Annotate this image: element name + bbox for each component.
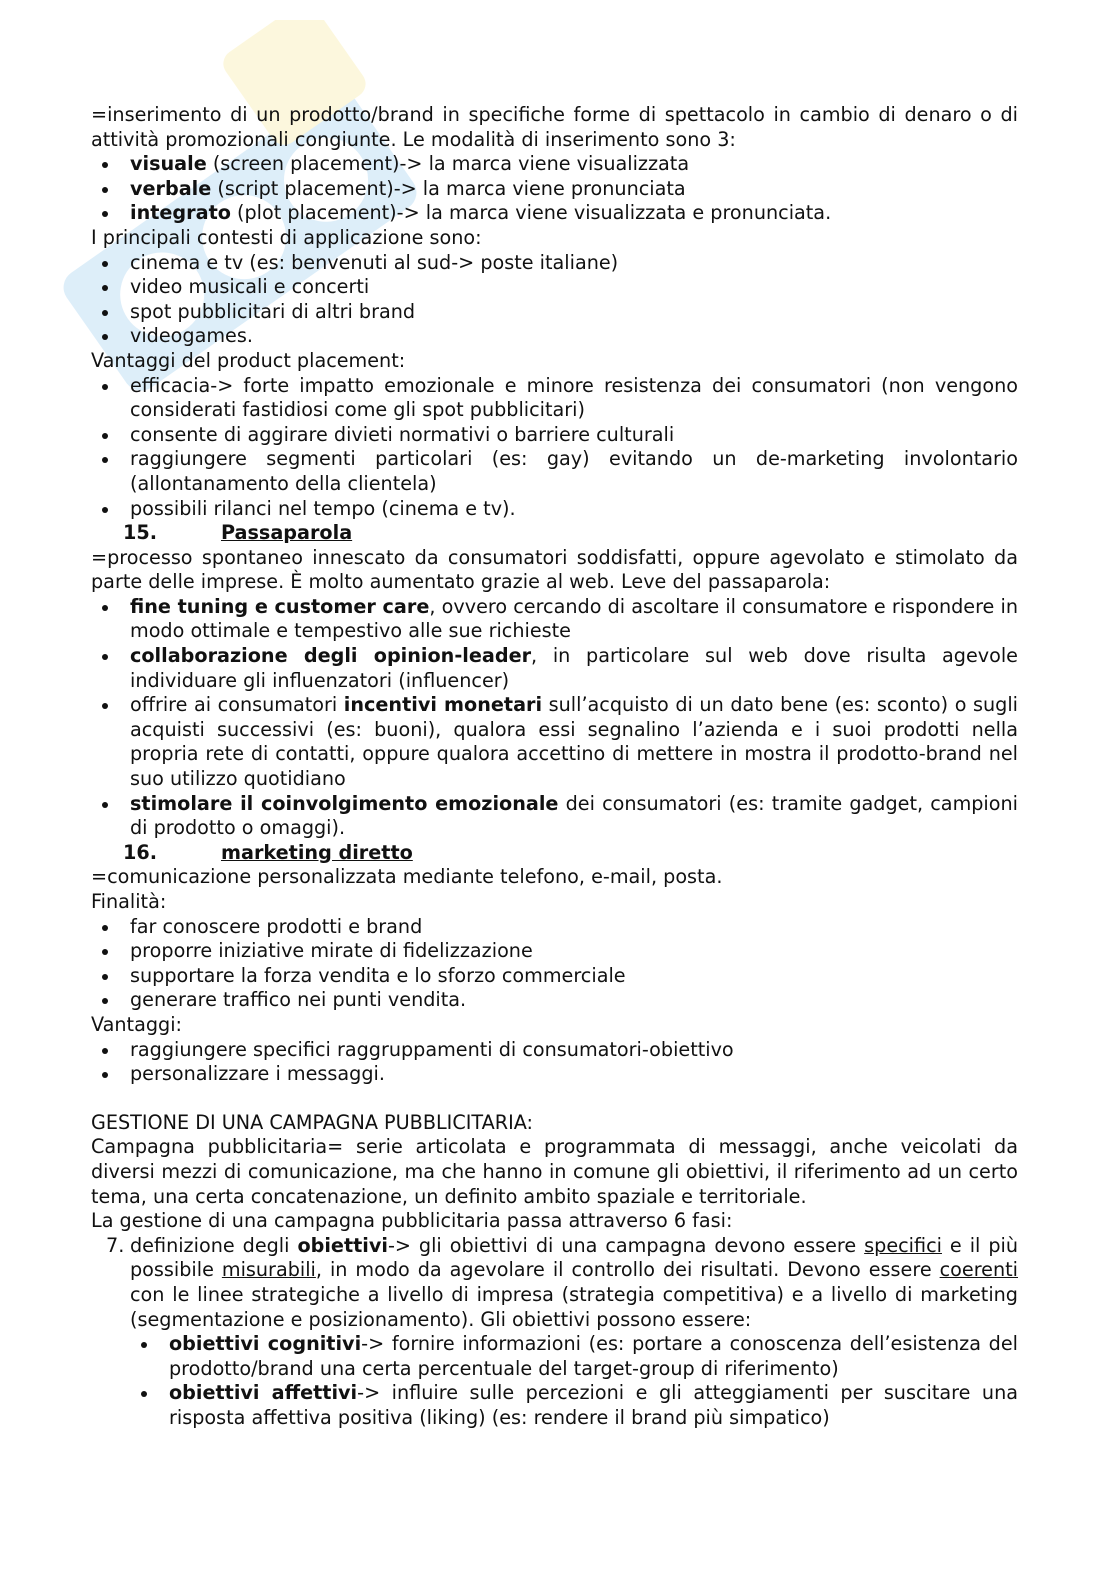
list-item: proporre iniziative mirate di fidelizzazione — [91, 939, 1018, 964]
section-heading-15: 15. Passaparola — [123, 521, 353, 545]
document-page — [91, 103, 1018, 1430]
passaparola-list — [91, 595, 1018, 841]
campagna-heading: GESTIONE DI UNA CAMPAGNA PUBBLICITARIA: — [91, 1110, 533, 1134]
obiettivi-list — [130, 1332, 1018, 1430]
list-item: obiettivi affettivi-> influire sulle percezioni e gli atteggiamenti per suscitare una risposta affettiva positiva (liking) (es: rendere il brand più simpatico) — [130, 1381, 1018, 1430]
section16-intro: =comunicazione personalizzata mediante telefono, e-mail, posta. — [91, 865, 723, 889]
list-item: integrato (plot placement)-> la marca viene visualizzata e pronunciata. — [91, 201, 1018, 226]
campagna-definition: Campagna pubblicitaria= serie articolata e programmata di messaggi, anche veicolati da diversi mezzi di comunicazione, ma che hanno in comune gli obiettivi, il riferimento ad un certo tema, una certa concatenazione, un definito ambito spaziale e territoriale. — [91, 1135, 1018, 1208]
section-title: Passaparola — [221, 521, 353, 545]
list-item: personalizzare i messaggi. — [91, 1062, 1018, 1087]
spacer — [91, 1087, 1018, 1111]
list-item: raggiungere specifici raggruppamenti di consumatori-obiettivo — [91, 1038, 1018, 1063]
list-item: obiettivi cognitivi-> fornire informazioni (es: portare a conoscenza dell’esistenza del prodotto/brand una certa percentuale del target-group di riferimento) — [130, 1332, 1018, 1381]
list-item: video musicali e concerti — [91, 275, 1018, 300]
finalita-title: Finalità: — [91, 890, 167, 913]
list-item: verbale (script placement)-> la marca viene pronunciata — [91, 177, 1018, 202]
modalita-list — [91, 152, 1018, 226]
vantaggi-title: Vantaggi: — [91, 1012, 182, 1036]
vantaggi-pp-list — [91, 374, 1018, 522]
list-item: efficacia-> forte impatto emozionale e minore resistenza dei consumatori (non vengono considerati fastidiosi come gli spot pubblicitari) — [91, 374, 1018, 423]
list-item: cinema e tv (es: benvenuti al sud-> poste italiane) — [91, 251, 1018, 276]
list-item: consente di aggirare divieti normativi o barriere culturali — [91, 423, 1018, 448]
list-item: far conoscere prodotti e brand — [91, 915, 1018, 940]
section-heading-16: 16. marketing diretto — [123, 840, 413, 864]
list-item: spot pubblicitari di altri brand — [91, 300, 1018, 325]
fasi-list — [91, 1234, 1018, 1431]
list-item: fine tuning e customer care, ovvero cercando di ascoltare il consumatore e rispondere in modo ottimale e tempestivo alle sue richieste — [91, 595, 1018, 644]
list-item: stimolare il coinvolgimento emozionale dei consumatori (es: tramite gadget, campioni di prodotto o omaggi). — [91, 792, 1018, 841]
list-item: visuale (screen placement)-> la marca viene visualizzata — [91, 152, 1018, 177]
finalita-list — [91, 915, 1018, 1013]
list-number: 7. — [106, 1233, 125, 1257]
contesti-title: I principali contesti di applicazione sono: — [91, 225, 482, 249]
list-item: supportare la forza vendita e lo sforzo commerciale — [91, 964, 1018, 989]
section-title: marketing diretto — [221, 840, 413, 864]
list-item: videogames. — [91, 324, 1018, 349]
list-item: 7. definizione degli obiettivi-> gli obiettivi di una campagna devono essere specifici e il più possibile misurabili, in modo da agevolare il controllo dei risultati. Devono essere coerenti con le linee strategiche a livello di impresa (strategia competitiva) e a livello di marketing (segmentazione e posizionamento). Gli obiettivi possono essere: obiettivi cognitivi-> fornire informazioni (es: portare a conoscenza dell’esistenza del prodotto/brand una certa percentuale del target-group di riferimento) obiettivi affettivi-> influire sulle percezioni e gli atteggiamenti per suscitare una risposta affettiva positiva (liking) (es: rendere il brand più simpatico) — [106, 1233, 1019, 1429]
intro-text: =inserimento di un prodotto/brand in specifiche forme di spettacolo in cambio di denaro o di attività promozionali congiunte. Le modalità di inserimento sono 3: — [91, 103, 1018, 151]
vantaggi-list — [91, 1038, 1018, 1087]
list-item: collaborazione degli opinion-leader, in particolare sul web dove risulta agevole individuare gli influenzatori (influencer) — [91, 644, 1018, 693]
list-item: generare traffico nei punti vendita. — [91, 988, 1018, 1013]
list-item: possibili rilanci nel tempo (cinema e tv). — [91, 497, 1018, 522]
vantaggi-pp-title: Vantaggi del product placement: — [91, 348, 406, 372]
contesti-list — [91, 251, 1018, 349]
section15-intro: =processo spontaneo innescato da consumatori soddisfatti, oppure agevolato e stimolato da parte delle imprese. È molto aumentato grazie al web. Leve del passaparola: — [91, 545, 1018, 594]
list-item: raggiungere segmenti particolari (es: gay) evitando un de-marketing involontario (allontanamento della clientela) — [91, 447, 1018, 496]
fasi-intro: La gestione di una campagna pubblicitaria passa attraverso 6 fasi: — [91, 1209, 733, 1233]
list-item: offrire ai consumatori incentivi monetari sull’acquisto di un dato bene (es: sconto) o sugli acquisti successivi (es: buoni), qualora essi segnalino l’azienda e i suoi prodotti nella propria rete di contatti, oppure qualora accettino di mettere in mostra il prodotto-brand nel suo utilizzo quotidiano — [91, 693, 1018, 791]
